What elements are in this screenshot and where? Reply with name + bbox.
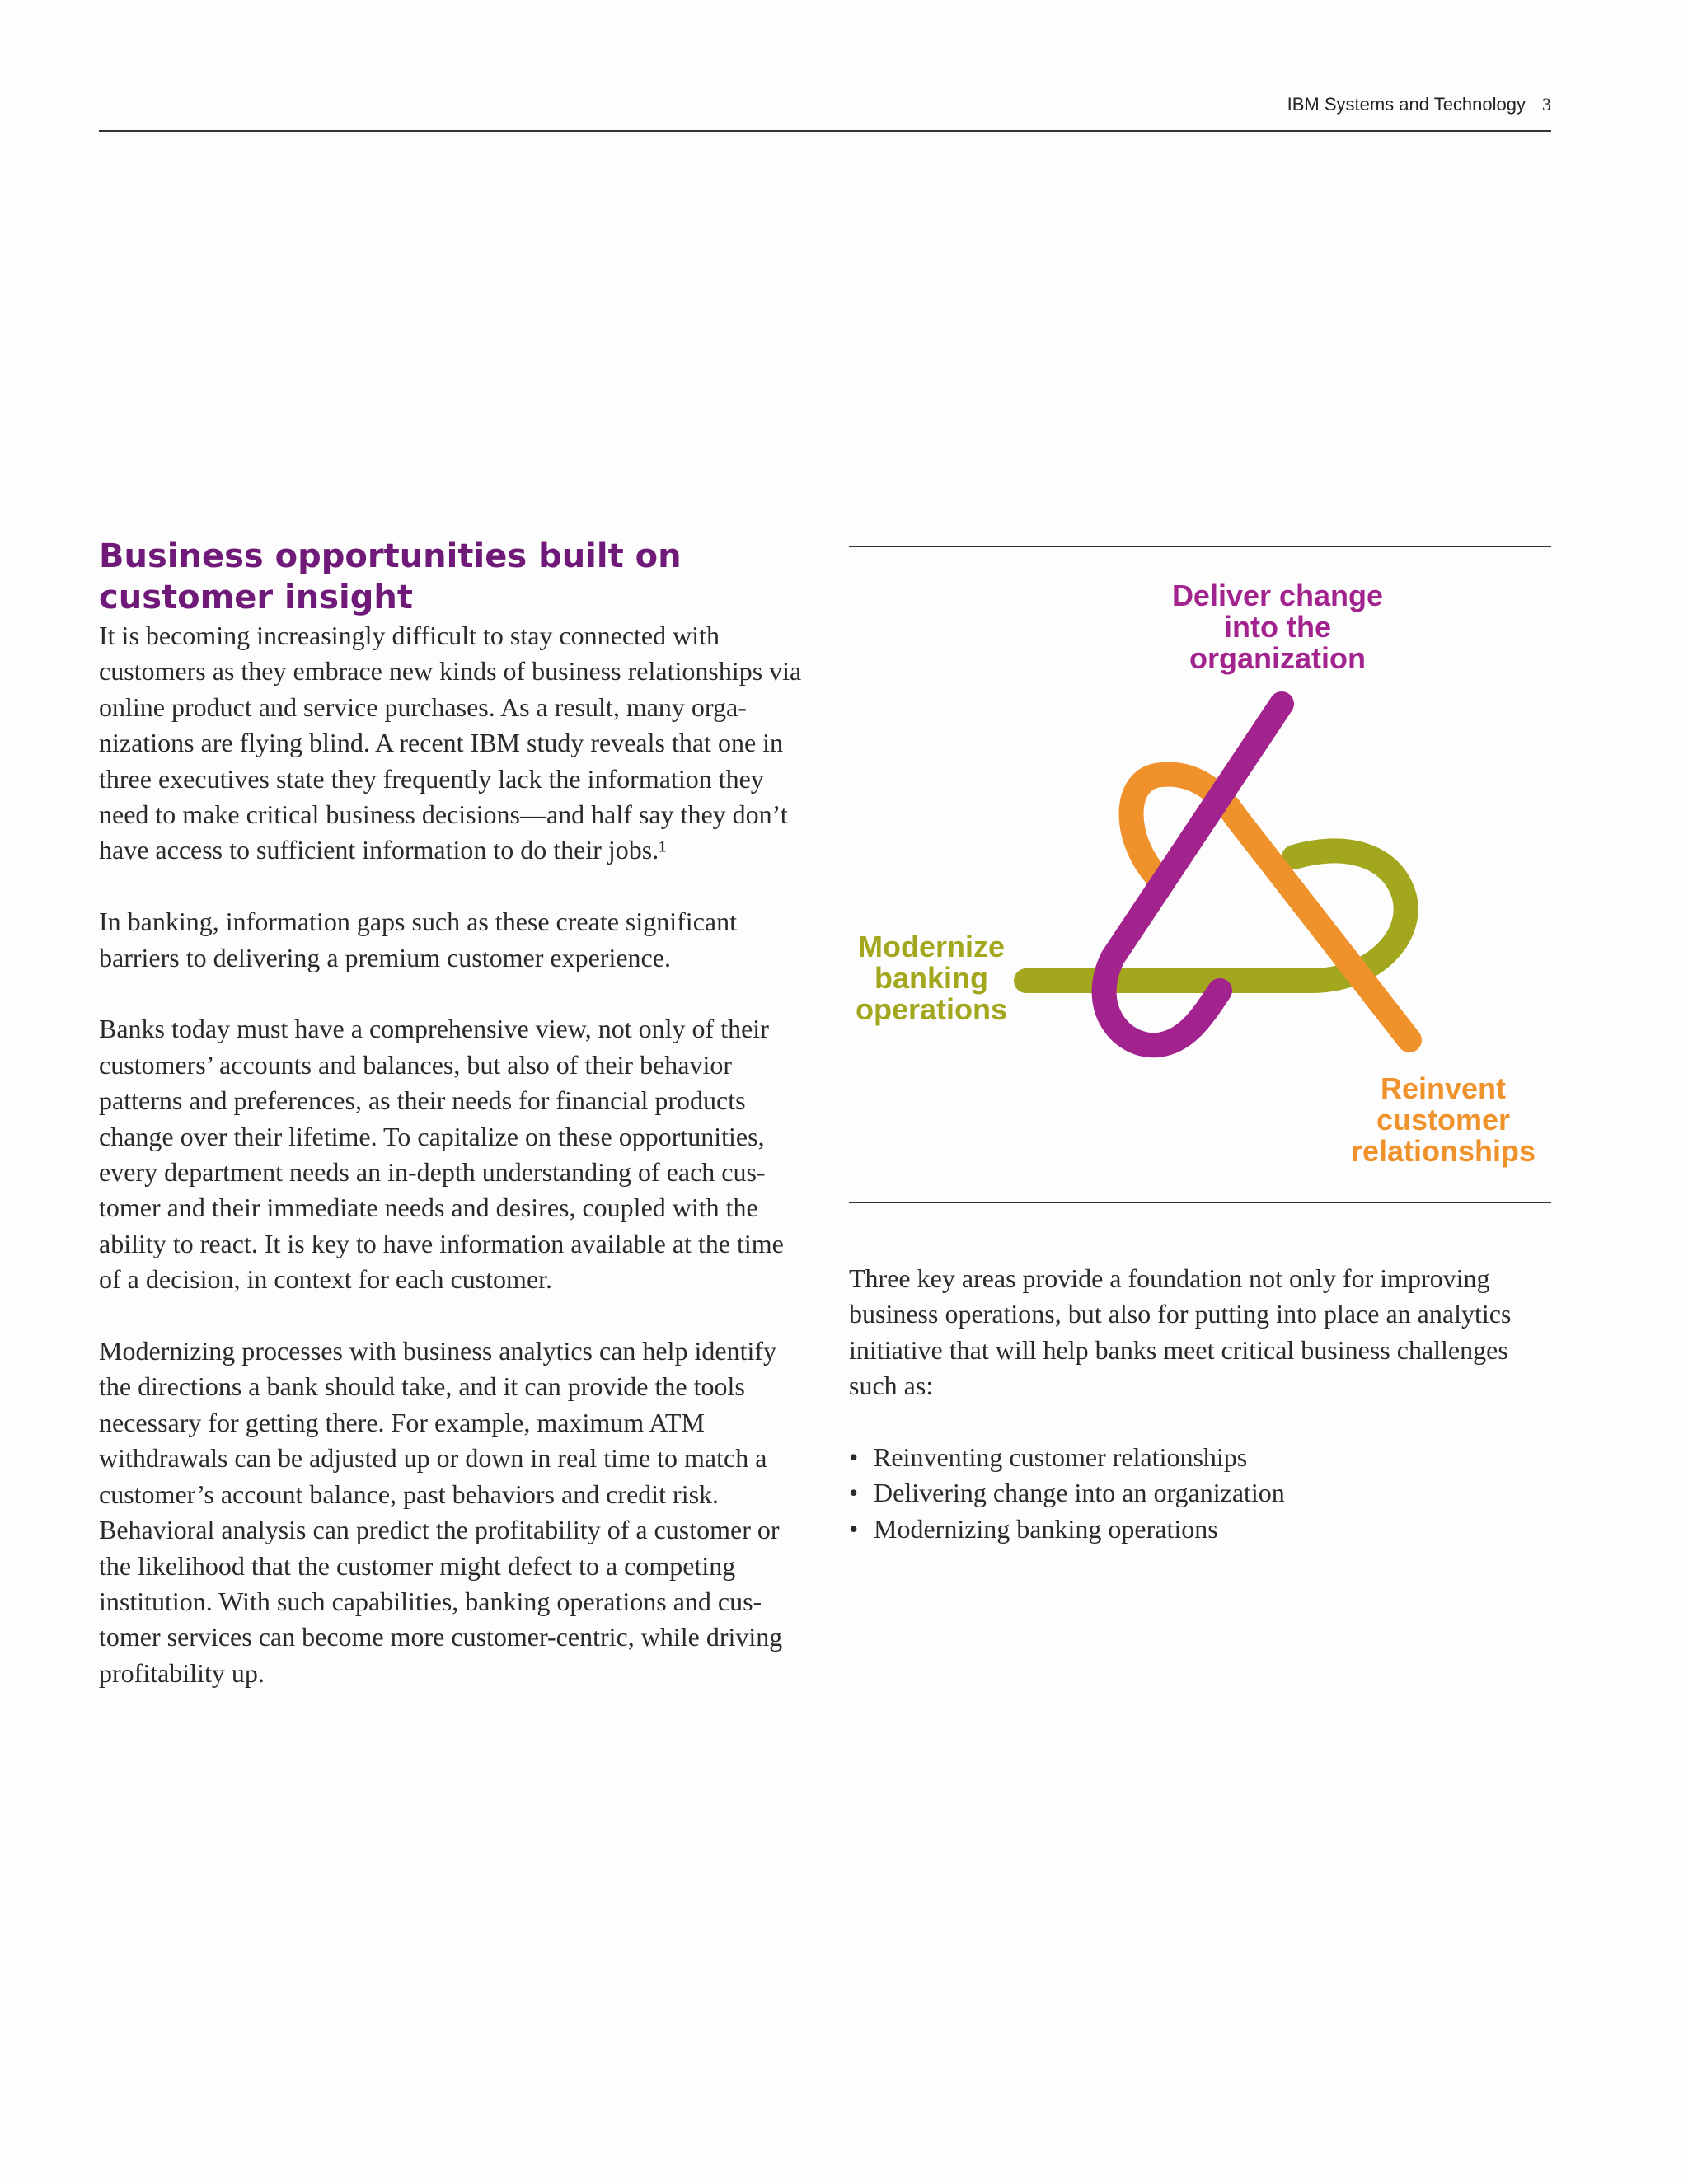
- header-rule: [99, 130, 1551, 132]
- label-top-line-3: organization: [1189, 641, 1366, 675]
- page-header: [99, 92, 1551, 132]
- label-left-line-2: banking: [874, 961, 988, 995]
- list-item: • Modernizing banking operations: [849, 1511, 1558, 1547]
- label-right-line-2: customer: [1376, 1103, 1511, 1137]
- label-left-line-1: Modernize: [857, 930, 1005, 963]
- paragraph-3: Banks today must have a comprehensive view, not only of their customers’ accounts and balances, but also of their behavior patterns and preferences, as their needs for financial products change over their lifetime. To capitalize on these opportunities, every department needs an in-depth understanding of each cus-tomer and their immediate needs and desires, coupled with the ability to react. It is key to have information available at the time of a decision, in context for each customer.: [99, 1014, 784, 1295]
- list-item: • Delivering change into an organization: [849, 1475, 1558, 1511]
- header-text: [1287, 94, 1551, 115]
- header-title: IBM Systems and Technology: [1287, 94, 1526, 115]
- key-areas-list: [849, 1440, 1558, 1547]
- label-top-line-1: Deliver change: [1171, 579, 1384, 612]
- label-right-line-1: Reinvent: [1380, 1071, 1507, 1105]
- paragraph-1: It is becoming increasingly difficult to stay connected with customers as they embrace new kinds of business relationships via online product and service purchases. As a result, many orga-nizations are flying blind. A recent IBM study reveals that one in three executives state they frequently lack the information they need to make critical business decisions—and half say they don’t have access to sufficient information to do their jobs.¹: [99, 621, 802, 865]
- label-modernize-banking: [849, 931, 1014, 1025]
- purple-band: [1104, 704, 1282, 1045]
- main-article: [99, 536, 808, 1727]
- figure-bottom-rule: [849, 1202, 1551, 1203]
- page-number: 3: [1542, 94, 1551, 115]
- label-deliver-change: [1146, 580, 1409, 674]
- paragraph-2: In banking, information gaps such as these create significant barriers to delivering a premium customer experience.: [99, 907, 737, 972]
- label-top-line-2: into the: [1224, 610, 1331, 644]
- label-reinvent-customer: [1335, 1073, 1551, 1167]
- section-heading: Business opportunities built on customer insight: [99, 537, 682, 616]
- label-left-line-3: operations: [855, 992, 1008, 1026]
- label-right-line-3: relationships: [1350, 1134, 1536, 1168]
- paragraph-4: Modernizing processes with business analytics can help identify the directions a bank should take, and it can provide the tools necessary for getting there. For example, maximum ATM withdrawals can be adjusted up or down in real time to match a customer’s account balance, past behaviors and credit risk. Behavioral analysis can predict the profitability of a customer or the likelihood that the customer might defect to a competing institution. With such capabilities, banking operations and cus-tomer services can become more customer-centric, while driving profitability up.: [99, 1336, 783, 1688]
- right-column: [849, 1261, 1558, 1547]
- triad-figure: [849, 546, 1551, 1205]
- list-item: • Reinventing customer relationships: [849, 1440, 1558, 1475]
- orange-band: [1132, 775, 1410, 1040]
- right-intro: Three key areas provide a foundation not only for improving business operations, but also for putting into place an analytics initiative that will help banks meet critical business challenges such as:: [849, 1263, 1512, 1401]
